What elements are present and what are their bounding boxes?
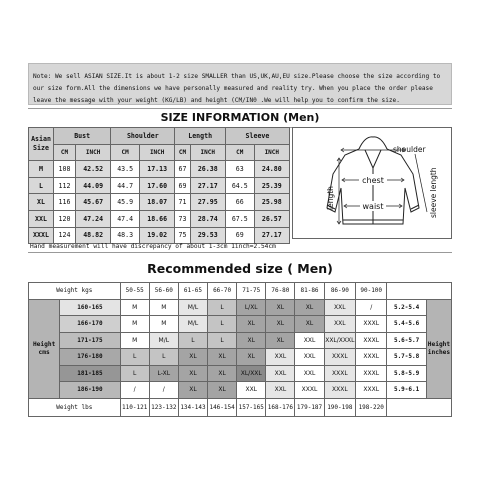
recommended-size-cell: XL (208, 349, 237, 366)
recommended-size-cell: M (149, 316, 178, 333)
weight-lb-value: 146-154 (208, 398, 237, 416)
size-value: 25.39 (254, 177, 289, 194)
recommended-size-cell: XXL (295, 365, 324, 382)
recommended-size-title: Recommended size ( Men) (147, 261, 333, 276)
recommended-size-cell: L-XL (149, 365, 178, 382)
size-value: 75 (175, 227, 190, 244)
size-row (29, 194, 290, 211)
recommended-size-cell: L (149, 349, 178, 366)
recommended-size-cell: XL (266, 332, 295, 349)
hoodie-measurement-diagram (292, 127, 452, 239)
weight-lb-value: 134-143 (178, 398, 207, 416)
size-value: 26.38 (190, 161, 225, 178)
recommended-size-cell: / (120, 382, 149, 399)
weight-kg-value: 56-60 (149, 283, 178, 300)
weight-kg-value: 90-100 (356, 283, 387, 300)
weight-kgs-label: Weight kgs (29, 283, 121, 300)
unit-header: CM (54, 144, 76, 161)
weight-lb-value: 110-121 (120, 398, 149, 416)
height-inch-value: 5.7-5.8 (387, 349, 427, 366)
size-value: 112 (54, 177, 76, 194)
recommended-size-cell: / (356, 299, 387, 316)
height-cm-value: 181-185 (60, 365, 120, 382)
size-value: 28.74 (190, 210, 225, 227)
recommend-row (29, 332, 452, 349)
recommended-size-cell: L (208, 332, 237, 349)
size-value: 42.52 (75, 161, 110, 178)
sleeve-length-label: sleeve length (429, 167, 438, 218)
weight-lbs-label: Weight lbs (29, 398, 121, 416)
size-note: Note: We sell ASIAN SIZE.It is about 1-2 size SMALLER than US,UK,AU,EU size.Please choose the size according to our size form.All the dimensions we have personally measured and reality try. When you place the order please leave the message with your weight (KG/LB) and height (CM/IN0 .We will help you to confirm the size. (28, 63, 452, 105)
recommended-size-cell: XXXL (324, 349, 356, 366)
size-value: 63 (225, 161, 254, 178)
shoulder-label: shoulder (393, 145, 426, 154)
recommended-size-cell: XXL (295, 349, 324, 366)
size-value: 44.09 (75, 177, 110, 194)
weight-lb-value: 168-176 (266, 398, 295, 416)
recommended-size-cell: XXXL (356, 349, 387, 366)
recommended-size-cell: XL (295, 299, 324, 316)
weight-lb-value: 157-165 (237, 398, 266, 416)
weight-lb-value: 123-132 (149, 398, 178, 416)
size-label: XL (29, 194, 54, 211)
recommended-size-cell: XXXL (295, 382, 324, 399)
size-value: 47.24 (75, 210, 110, 227)
recommended-size-cell: M/L (178, 316, 207, 333)
height-inch-value: 5.6-5.7 (387, 332, 427, 349)
height-inch-value: 5.8-5.9 (387, 365, 427, 382)
size-value: 29.53 (190, 227, 225, 244)
size-value: 25.98 (254, 194, 289, 211)
height-cm-value: 166-170 (60, 316, 120, 333)
recommended-size-cell: XL (266, 299, 295, 316)
recommended-size-cell: XL (295, 316, 324, 333)
size-value: 64.5 (225, 177, 254, 194)
recommended-size-cell: XXXL (324, 365, 356, 382)
hand-measurement-note: Hand measurement will have discrepancy of about 1-3cm 1inch=2.54cm (28, 240, 452, 253)
weight-lb-value: 179-187 (295, 398, 324, 416)
recommended-size-cell: XXL (324, 299, 356, 316)
size-value: 43.5 (111, 161, 140, 178)
size-value: 73 (175, 210, 190, 227)
height-cm-value: 160-165 (60, 299, 120, 316)
size-value: 18.66 (139, 210, 174, 227)
size-value: 24.80 (254, 161, 289, 178)
size-value: 67 (175, 161, 190, 178)
recommended-size-cell: XXL (324, 316, 356, 333)
sleeve-header: Sleeve (225, 128, 289, 145)
recommend-row (29, 365, 452, 382)
size-value: 108 (54, 161, 76, 178)
recommend-row (29, 299, 452, 316)
size-value: 48.82 (75, 227, 110, 244)
size-value: 45.9 (111, 194, 140, 211)
unit-header: INCH (75, 144, 110, 161)
recommended-size-cell: XL (237, 332, 266, 349)
recommended-size-cell: XL (178, 365, 207, 382)
recommended-size-cell: XL (237, 349, 266, 366)
recommend-row (29, 316, 452, 333)
weight-lb-value: 190-198 (324, 398, 356, 416)
size-value: 66 (225, 194, 254, 211)
size-value: 27.17 (254, 227, 289, 244)
recommended-size-cell: L (120, 349, 149, 366)
size-label: M (29, 161, 54, 178)
size-row (29, 177, 290, 194)
asian-size-header: Asian Size (29, 128, 54, 161)
size-value: 120 (54, 210, 76, 227)
recommend-row (29, 382, 452, 399)
recommended-size-cell: XL/XXL (237, 365, 266, 382)
recommended-size-cell: XXXL (356, 332, 387, 349)
size-label: L (29, 177, 54, 194)
size-value: 27.17 (190, 177, 225, 194)
recommended-size-cell: XXL (295, 332, 324, 349)
blank-cell (387, 398, 452, 416)
height-cm-value: 176-180 (60, 349, 120, 366)
recommended-size-cell: M/L (149, 332, 178, 349)
recommended-size-cell: XL (208, 382, 237, 399)
size-value: 69 (175, 177, 190, 194)
recommended-size-cell: / (149, 382, 178, 399)
unit-header: CM (175, 144, 190, 161)
recommended-size-cell: M (120, 299, 149, 316)
size-value: 67.5 (225, 210, 254, 227)
shoulder-header: Shoulder (111, 128, 175, 145)
unit-header: INCH (139, 144, 174, 161)
height-cms-label: Height cms (29, 299, 60, 398)
recommended-size-cell: XXL (237, 382, 266, 399)
height-cm-value: 171-175 (60, 332, 120, 349)
recommended-size-cell: XXXL (356, 316, 387, 333)
size-information-title: SIZE INFORMATION (Men) (28, 108, 452, 128)
weight-kg-value: 71-75 (237, 283, 266, 300)
size-value: 27.95 (190, 194, 225, 211)
recommended-size-cell: XXXL (356, 365, 387, 382)
size-value: 47.4 (111, 210, 140, 227)
weight-kg-value: 76-80 (266, 283, 295, 300)
weight-kg-value: 66-70 (208, 283, 237, 300)
size-row (29, 161, 290, 178)
recommended-size-cell: XXL (266, 382, 295, 399)
length-header: Length (175, 128, 226, 145)
recommended-size-cell: M (149, 299, 178, 316)
recommended-size-cell: L (208, 316, 237, 333)
size-value: 17.60 (139, 177, 174, 194)
size-value: 48.3 (111, 227, 140, 244)
recommended-size-cell: L (178, 332, 207, 349)
height-cm-value: 186-190 (60, 382, 120, 399)
size-value: 44.7 (111, 177, 140, 194)
recommended-size-cell: XXL/XXXL (324, 332, 356, 349)
recommended-size-cell: XL (208, 365, 237, 382)
recommended-size-cell: XXL (266, 365, 295, 382)
recommended-size-cell: M/L (178, 299, 207, 316)
size-value: 71 (175, 194, 190, 211)
size-value: 17.13 (139, 161, 174, 178)
recommended-size-cell: M (120, 316, 149, 333)
size-value: 26.57 (254, 210, 289, 227)
height-inch-value: 5.2-5.4 (387, 299, 427, 316)
size-value: 124 (54, 227, 76, 244)
unit-header: CM (225, 144, 254, 161)
size-label: XXXL (29, 227, 54, 244)
size-row (29, 210, 290, 227)
recommended-size-cell: M (120, 332, 149, 349)
recommended-size-cell: L/XL (237, 299, 266, 316)
recommended-size-cell: XL (178, 382, 207, 399)
size-value: 18.07 (139, 194, 174, 211)
recommended-size-cell: XXL (266, 349, 295, 366)
recommended-size-cell: XL (178, 349, 207, 366)
recommended-size-cell: L (208, 299, 237, 316)
weight-kg-value: 50-55 (120, 283, 149, 300)
size-value: 19.02 (139, 227, 174, 244)
size-value: 45.67 (75, 194, 110, 211)
size-label: XXL (29, 210, 54, 227)
recommended-size-cell: XL (266, 316, 295, 333)
length-label: length (326, 186, 335, 210)
size-table (28, 127, 290, 244)
height-inches-label: Height inches (426, 299, 451, 398)
unit-header: INCH (190, 144, 225, 161)
height-inch-value: 5.9-6.1 (387, 382, 427, 399)
size-value: 69 (225, 227, 254, 244)
blank-cell (387, 283, 452, 300)
unit-header: CM (111, 144, 140, 161)
height-inch-value: 5.4-5.6 (387, 316, 427, 333)
recommended-size-table (28, 282, 452, 417)
recommend-row (29, 349, 452, 366)
waist-label: waist (362, 202, 384, 211)
bust-header: Bust (54, 128, 111, 145)
weight-lb-value: 198-220 (356, 398, 387, 416)
recommended-size-cell: XXXL (356, 382, 387, 399)
size-value: 116 (54, 194, 76, 211)
hoodie-icon (293, 128, 451, 238)
weight-kg-value: 81-86 (295, 283, 324, 300)
weight-kg-value: 86-90 (324, 283, 356, 300)
recommended-size-cell: XL (237, 316, 266, 333)
recommended-size-cell: L (120, 365, 149, 382)
unit-header: INCH (254, 144, 289, 161)
recommended-size-cell: XXXL (324, 382, 356, 399)
chest-label: chest (362, 176, 384, 185)
weight-kg-value: 61-65 (178, 283, 207, 300)
